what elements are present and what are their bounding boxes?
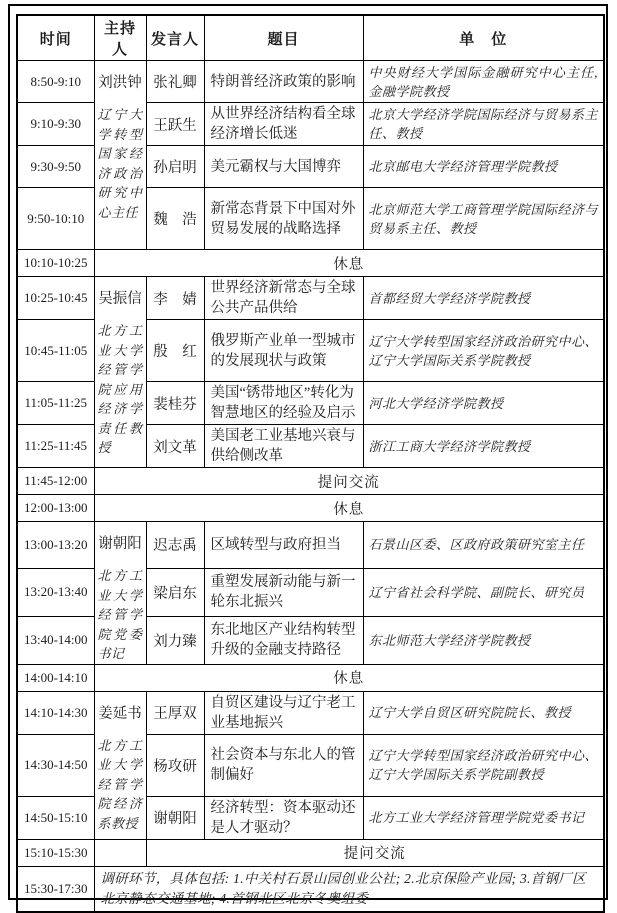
speaker-cell: 孙启明 [146,146,204,188]
column-header-speaker: 发言人 [146,15,204,61]
time-cell: 11:25-11:45 [17,425,94,468]
speaker-cell: 刘力臻 [146,616,204,664]
column-header-topic: 题目 [204,15,363,61]
time-cell: 14:50-15:10 [17,796,94,839]
unit-cell: 辽宁大学转型国家经济政治研究中心、辽宁大学国际关系学院副教授 [363,734,604,796]
column-header-unit: 单 位 [363,15,604,61]
unit-cell: 河北大学经济学院教授 [363,382,604,425]
time-cell: 13:40-14:00 [17,616,94,664]
speaker-cell: 梁启东 [146,568,204,616]
speaker-cell: 王厚双 [146,691,204,734]
unit-cell: 浙江工商大学经济学院教授 [363,425,604,468]
time-cell: 11:45-12:00 [17,468,94,495]
unit-cell: 北京邮电大学经济管理学院教授 [363,146,604,188]
topic-cell: 经济转型：资本驱动还是人才驱动？ [204,796,363,839]
host-name: 吴振信 [98,291,142,307]
unit-cell: 辽宁大学自贸区研究院院长、教授 [363,691,604,734]
speaker-cell: 刘文革 [146,425,204,468]
time-cell: 15:10-15:30 [17,839,94,866]
host-name: 谢朝阳 [98,536,142,552]
session-row [17,61,604,103]
topic-cell: 特朗普经济政策的影响 [204,61,363,103]
time-cell: 8:50-9:10 [17,61,94,103]
speaker-cell: 裴桂芬 [146,382,204,425]
conference-schedule-table [16,14,605,913]
host-title: 辽宁大学转型国家经济政治研究中心主任 [97,107,143,220]
host-name: 姜延书 [98,705,142,722]
time-cell: 9:30-9:50 [17,146,94,188]
empty-host-cell [94,839,146,866]
time-cell: 9:50-10:10 [17,188,94,250]
speaker-cell: 王跃生 [146,103,204,146]
qa-label-cell: 提问交流 [146,839,604,866]
column-header-host: 主持人 [94,15,146,61]
time-cell: 9:10-9:30 [17,103,94,146]
speaker-cell: 殷 红 [146,320,204,382]
topic-cell: 美国老工业基地兴衰与供给侧改革 [204,425,363,468]
time-cell: 13:20-13:40 [17,568,94,616]
session-row [17,277,604,320]
break-row [17,495,604,522]
topic-cell: 新常态背景下中国对外贸易发展的战略选择 [204,188,363,250]
session-row [17,691,604,734]
survey-cell: 调研环节，具体包括: 1.中关村石景山园创业公社; 2.北京保险产业园; 3.首钢厂区北京静态交通基地; 4.首钢北区北京冬奥组委 [94,866,604,912]
break-row [17,664,604,691]
host-cell [94,691,146,839]
break-row [17,250,604,277]
topic-cell: 东北地区产业结构转型升级的金融支持路径 [204,616,363,664]
column-header-time: 时间 [17,15,94,61]
time-cell: 10:10-10:25 [17,250,94,277]
topic-cell: 自贸区建设与辽宁老工业基地振兴 [204,691,363,734]
session-row [17,522,604,569]
speaker-cell: 杨攻研 [146,734,204,796]
speaker-cell: 迟志禹 [146,522,204,569]
qa-label-cell: 提问交流 [94,468,604,495]
speaker-cell: 魏 浩 [146,188,204,250]
unit-cell: 东北师范大学经济学院教授 [363,616,604,664]
survey-row [17,866,604,912]
topic-cell: 美元霸权与大国博弈 [204,146,363,188]
unit-cell: 辽宁省社会科学院、副院长、研究员 [363,568,604,616]
unit-cell: 首都经贸大学经济学院教授 [363,277,604,320]
host-cell [94,522,146,665]
time-cell: 10:25-10:45 [17,277,94,320]
topic-cell: 重塑发展新动能与新一轮东北振兴 [204,568,363,616]
qa-row [17,839,604,866]
time-cell: 11:05-11:25 [17,382,94,425]
unit-cell: 北京师范大学工商管理学院国际经济与贸易系主任、教授 [363,188,604,250]
unit-cell: 石景山区委、区政府政策研究室主任 [363,522,604,569]
time-cell: 15:30-17:30 [17,866,94,912]
topic-cell: 社会资本与东北人的管制偏好 [204,734,363,796]
time-cell: 14:10-14:30 [17,691,94,734]
time-cell: 13:00-13:20 [17,522,94,569]
time-cell: 14:00-14:10 [17,664,94,691]
topic-cell: 世界经济新常态与全球公共产品供给 [204,277,363,320]
host-title: 北方工业大学经管学院党委书记 [97,568,143,661]
host-cell [94,61,146,250]
speaker-cell: 谢朝阳 [146,796,204,839]
topic-cell: 美国“锈带地区”转化为智慧地区的经验及启示 [204,382,363,425]
speaker-cell: 张礼卿 [146,61,204,103]
host-cell [94,277,146,468]
host-title: 北方工业大学经管学院经济系教授 [97,737,143,831]
unit-cell: 北方工业大学经济管理学院党委书记 [363,796,604,839]
topic-cell: 俄罗斯产业单一型城市的发展现状与政策 [204,320,363,382]
host-name: 刘洪钟 [98,75,142,91]
unit-cell: 辽宁大学转型国家经济政治研究中心、辽宁大学国际关系学院教授 [363,320,604,382]
topic-cell: 从世界经济结构看全球经济增长低迷 [204,103,363,146]
unit-cell: 中央财经大学国际金融研究中心主任, 金融学院教授 [363,61,604,103]
time-cell: 14:30-14:50 [17,734,94,796]
break-label-cell: 休息 [94,250,604,277]
topic-cell: 区域转型与政府担当 [204,522,363,569]
speaker-cell: 李 婧 [146,277,204,320]
host-title: 北方工业大学经管学院应用经济学责任教授 [97,323,143,455]
time-cell: 12:00-13:00 [17,495,94,522]
unit-cell: 北京大学经济学院国际经济与贸易系主任、教授 [363,103,604,146]
time-cell: 10:45-11:05 [17,320,94,382]
qa-row [17,468,604,495]
header-row [17,15,604,61]
break-label-cell: 休息 [94,664,604,691]
break-label-cell: 休息 [94,495,604,522]
